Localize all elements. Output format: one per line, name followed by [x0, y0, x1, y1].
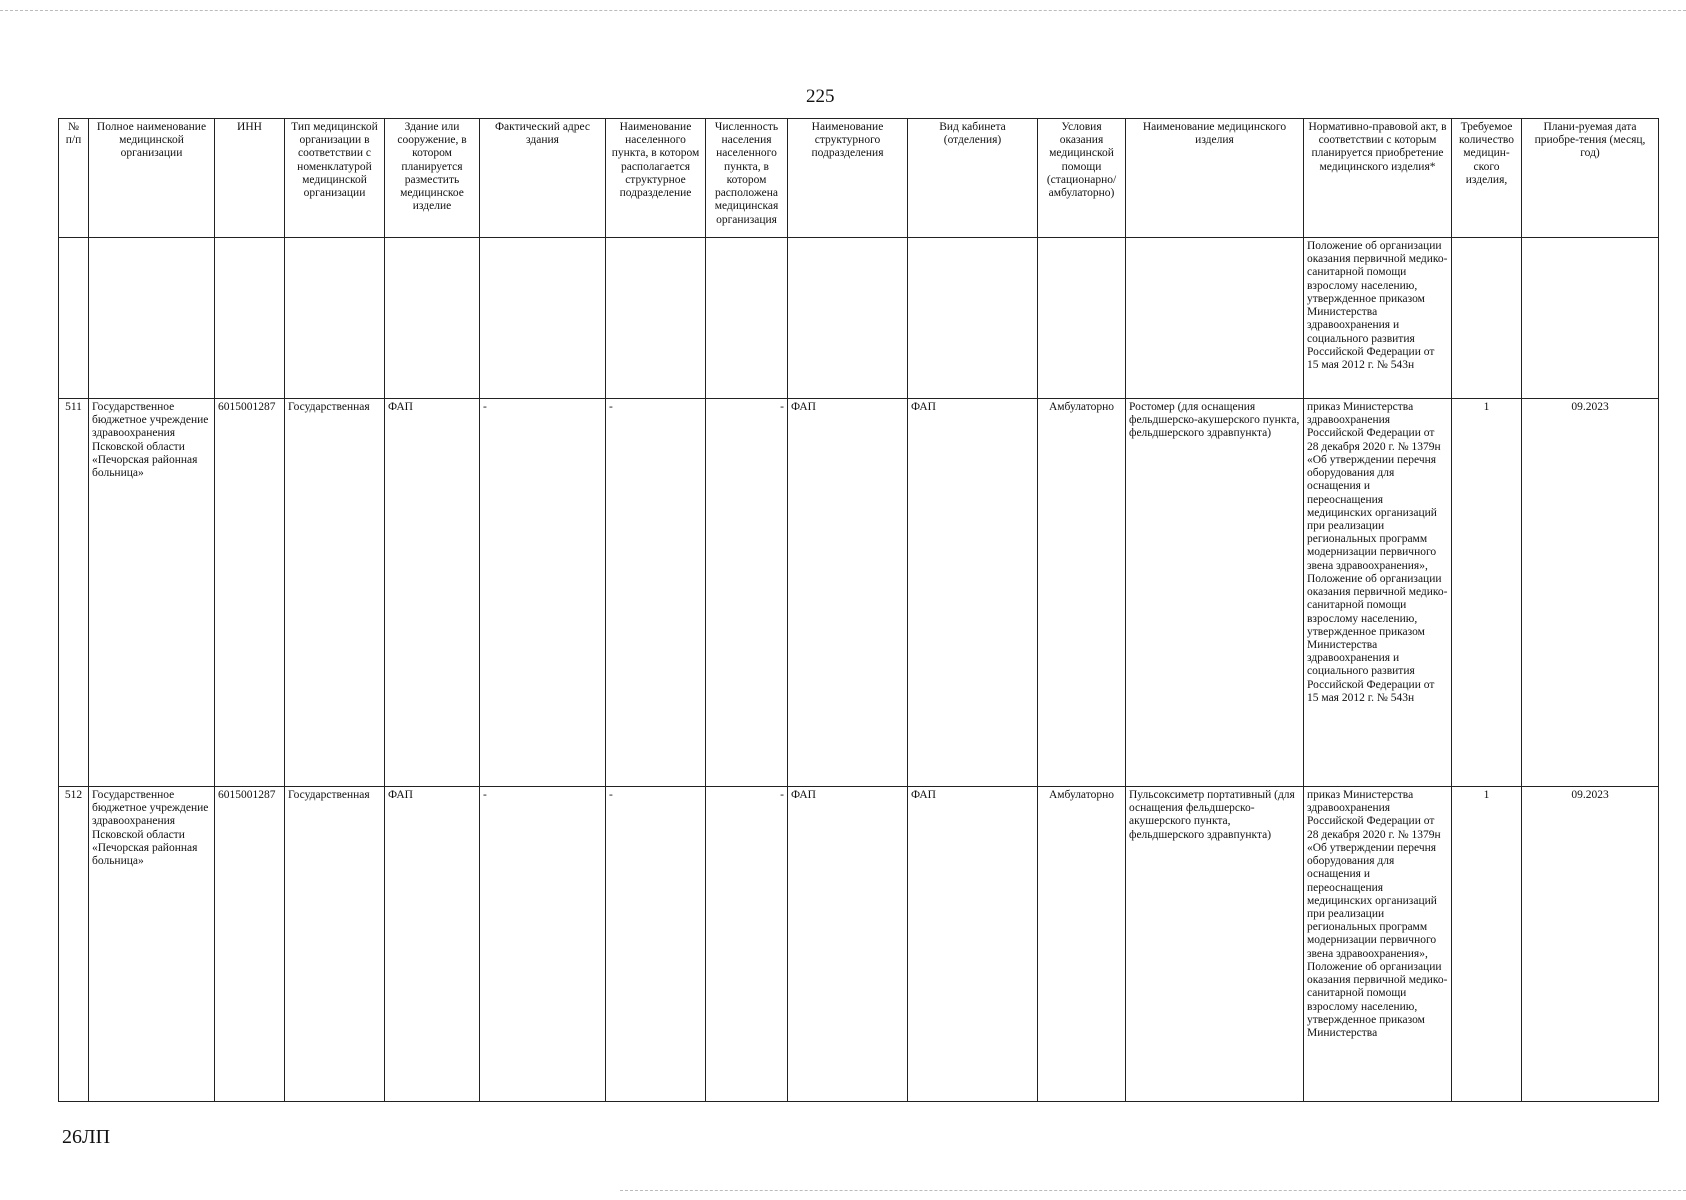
- header-act: Нормативно-правовой акт, в соответствии с которым планируется приобретение медицинского изделия*: [1304, 119, 1452, 238]
- cell-population: -: [706, 787, 788, 1102]
- header-num: № п/п: [59, 119, 89, 238]
- equipment-table: [58, 118, 1659, 1102]
- cell-inn: 6015001287: [215, 787, 285, 1102]
- header-locality: Наименование населенного пункта, в котором располагается структурное подразделение: [606, 119, 706, 238]
- cell-quantity: 1: [1452, 399, 1522, 787]
- cell-building: ФАП: [385, 399, 480, 787]
- cell-act: приказ Министерства здравоохранения Российской Федерации от 28 декабря 2020 г. № 1379н «Об утверждении перечня оборудования для оснащения и переоснащения медицинских организаций при реализации региональных программ модернизации первичного звена здравоохранения», Положение об организации оказания первичной медико-санитарной помощи взрослому населению, утвержденное приказом Министерства здравоохранения и социального развития Российской Федерации от 15 мая 2012 г. № 543н: [1304, 399, 1452, 787]
- header-unit: Наименование структурного подразделения: [788, 119, 908, 238]
- scan-edge-bottom: [620, 1190, 1686, 1191]
- header-quantity: Требуемое количество медицин-ского изделия,: [1452, 119, 1522, 238]
- cell-conditions: Амбулаторно: [1038, 787, 1126, 1102]
- cell-num: 512: [59, 787, 89, 1102]
- cell-device: Пульсоксиметр портативный (для оснащения фельдшерско-акушерского пункта, фельдшерского здравпункта): [1126, 787, 1304, 1102]
- cell-locality: -: [606, 399, 706, 787]
- header-cabinet: Вид кабинета (отделения): [908, 119, 1038, 238]
- header-conditions: Условия оказания медицинской помощи (стационарно/ амбулаторно): [1038, 119, 1126, 238]
- page-number: 225: [806, 86, 835, 107]
- header-date: Плани-руемая дата приобре-тения (месяц, год): [1522, 119, 1659, 238]
- header-building: Здание или сооружение, в котором планируется разместить медицинское изделие: [385, 119, 480, 238]
- cell-conditions: Амбулаторно: [1038, 399, 1126, 787]
- header-type: Тип медицинской организации в соответствии с номенклатурой медицинской организации: [285, 119, 385, 238]
- cell-type: Государственная: [285, 399, 385, 787]
- cell-cabinet: ФАП: [908, 787, 1038, 1102]
- table-header-row: [59, 119, 1659, 238]
- header-address: Фактический адрес здания: [480, 119, 606, 238]
- cell-num: 511: [59, 399, 89, 787]
- cell-building: ФАП: [385, 787, 480, 1102]
- table-row: [59, 399, 1659, 787]
- cell-org: Государственное бюджетное учреждение здравоохранения Псковской области «Печорская районная больница»: [89, 399, 215, 787]
- cell-unit: ФАП: [788, 787, 908, 1102]
- cell-cabinet: ФАП: [908, 399, 1038, 787]
- scan-edge-top: [0, 10, 1686, 11]
- cell-quantity: 1: [1452, 787, 1522, 1102]
- cell-date: 09.2023: [1522, 787, 1659, 1102]
- cell-device: Ростомер (для оснащения фельдшерско-акушерского пункта, фельдшерского здравпункта): [1126, 399, 1304, 787]
- header-device: Наименование медицинского изделия: [1126, 119, 1304, 238]
- cell-date: 09.2023: [1522, 399, 1659, 787]
- cell-type: Государственная: [285, 787, 385, 1102]
- header-org: Полное наименование медицинской организации: [89, 119, 215, 238]
- table-row-continuation: [59, 238, 1659, 399]
- table-row: [59, 787, 1659, 1102]
- header-population: Численность населения населенного пункта, в котором расположена медицинская организация: [706, 119, 788, 238]
- cell-act: приказ Министерства здравоохранения Российской Федерации от 28 декабря 2020 г. № 1379н «Об утверждении перечня оборудования для оснащения и переоснащения медицинских организаций при реализации региональных программ модернизации первичного звена здравоохранения», Положение об организации оказания первичной медико-санитарной помощи взрослому населению, утвержденное приказом Министерства: [1304, 787, 1452, 1102]
- cell-act: Положение об организации оказания первичной медико-санитарной помощи взрослому населению, утвержденное приказом Министерства здравоохранения и социального развития Российской Федерации от 15 мая 2012 г. № 543н: [1304, 238, 1452, 399]
- footer-code: 26ЛП: [62, 1126, 111, 1148]
- cell-population: -: [706, 399, 788, 787]
- cell-inn: 6015001287: [215, 399, 285, 787]
- cell-locality: -: [606, 787, 706, 1102]
- header-inn: ИНН: [215, 119, 285, 238]
- cell-unit: ФАП: [788, 399, 908, 787]
- cell-address: -: [480, 399, 606, 787]
- cell-org: Государственное бюджетное учреждение здравоохранения Псковской области «Печорская районная больница»: [89, 787, 215, 1102]
- cell-address: -: [480, 787, 606, 1102]
